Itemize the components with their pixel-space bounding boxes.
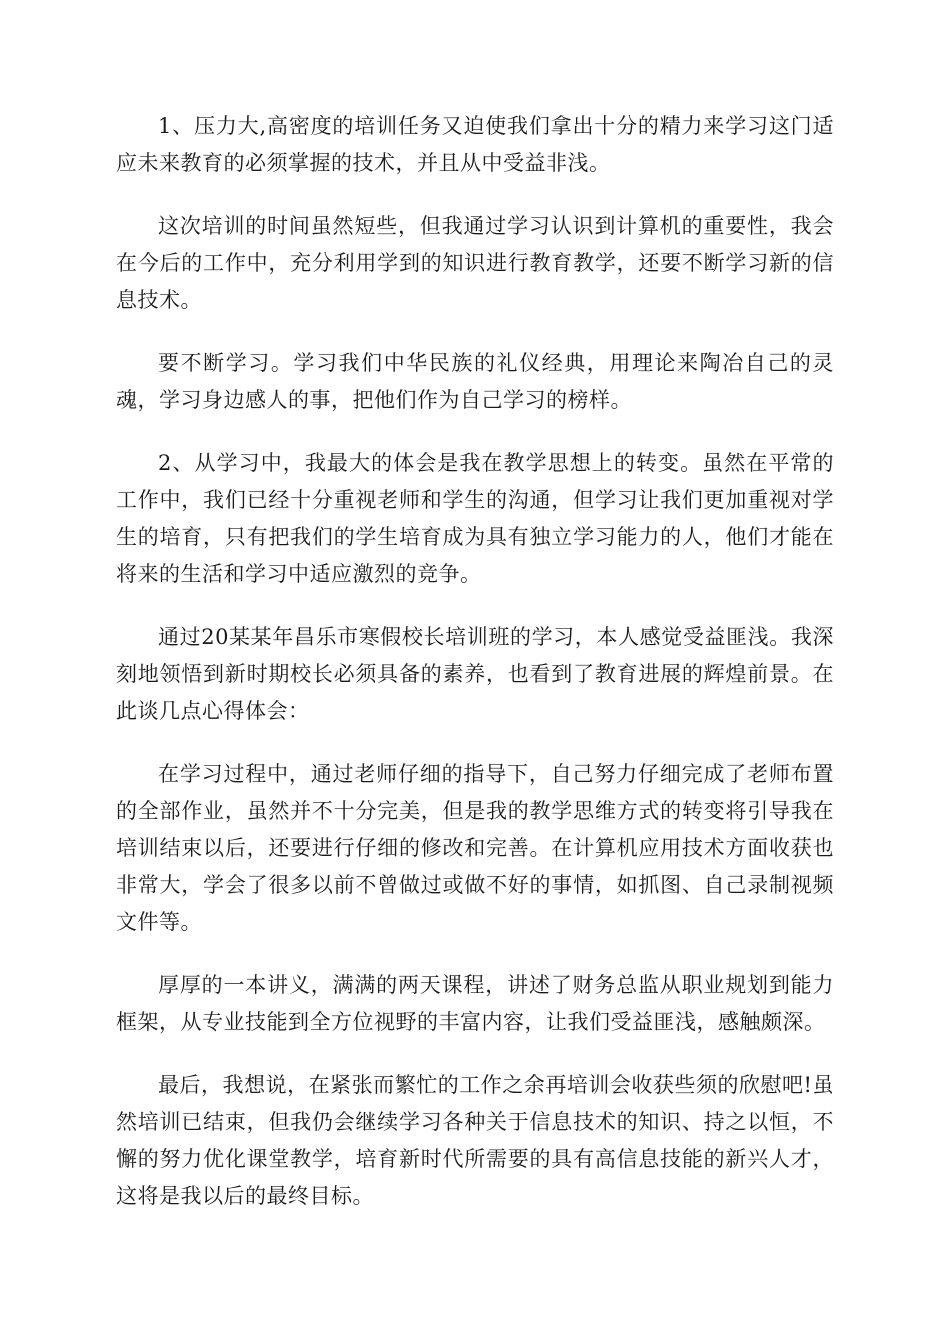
paragraph-5: 通过20某某年昌乐市寒假校长培训班的学习，本人感觉受益匪浅。我深刻地领悟到新时期校长必须具备的素养，也看到了教育进展的辉煌前景。在此谈几点心得体会：: [116, 625, 834, 723]
document-body: [116, 108, 834, 1241]
paragraph-4: 2、从学习中，我最大的体会是我在教学思想上的转变。虽然在平常的工作中，我们已经十分重视老师和学生的沟通，但学习让我们更加重视对学生的培育，只有把我们的学生培育成为具有独立学习能力的人，他们才能在将来的生活和学习中适应激烈的竞争。: [116, 451, 834, 586]
paragraph-7: 厚厚的一本讲义，满满的两天课程，讲述了财务总监从职业规划到能力框架，从专业技能到全方位视野的丰富内容，让我们受益匪浅，感触颇深。: [116, 973, 834, 1034]
paragraph-1: 1、压力大,高密度的培训任务又迫使我们拿出十分的精力来学习这门适应未来教育的必须掌握的技术，并且从中受益非浅。: [116, 114, 834, 175]
paragraph-8: 最后，我想说，在紧张而繁忙的工作之余再培训会收获些须的欣慰吧!虽然培训已结束，但我仍会继续学习各种关于信息技术的知识、持之以恒，不懈的努力优化课堂教学，培育新时代所需要的具有高信息技能的新兴人才，这将是我以后的最终目标。: [116, 1073, 834, 1208]
paragraph-2: 这次培训的时间虽然短些，但我通过学习认识到计算机的重要性，我会在今后的工作中，充分利用学到的知识进行教育教学，还要不断学习新的信息技术。: [116, 214, 834, 312]
paragraph-3: 要不断学习。学习我们中华民族的礼仪经典，用理论来陶冶自己的灵魂，学习身边感人的事，把他们作为自己学习的榜样。: [116, 351, 834, 412]
paragraph-6: 在学习过程中，通过老师仔细的指导下，自己努力仔细完成了老师布置的全部作业，虽然并不十分完美，但是我的教学思维方式的转变将引导我在培训结束以后，还要进行仔细的修改和完善。在计算机应用技术方面收获也非常大，学会了很多以前不曾做过或做不好的事情，如抓图、自己录制视频文件等。: [116, 762, 834, 934]
